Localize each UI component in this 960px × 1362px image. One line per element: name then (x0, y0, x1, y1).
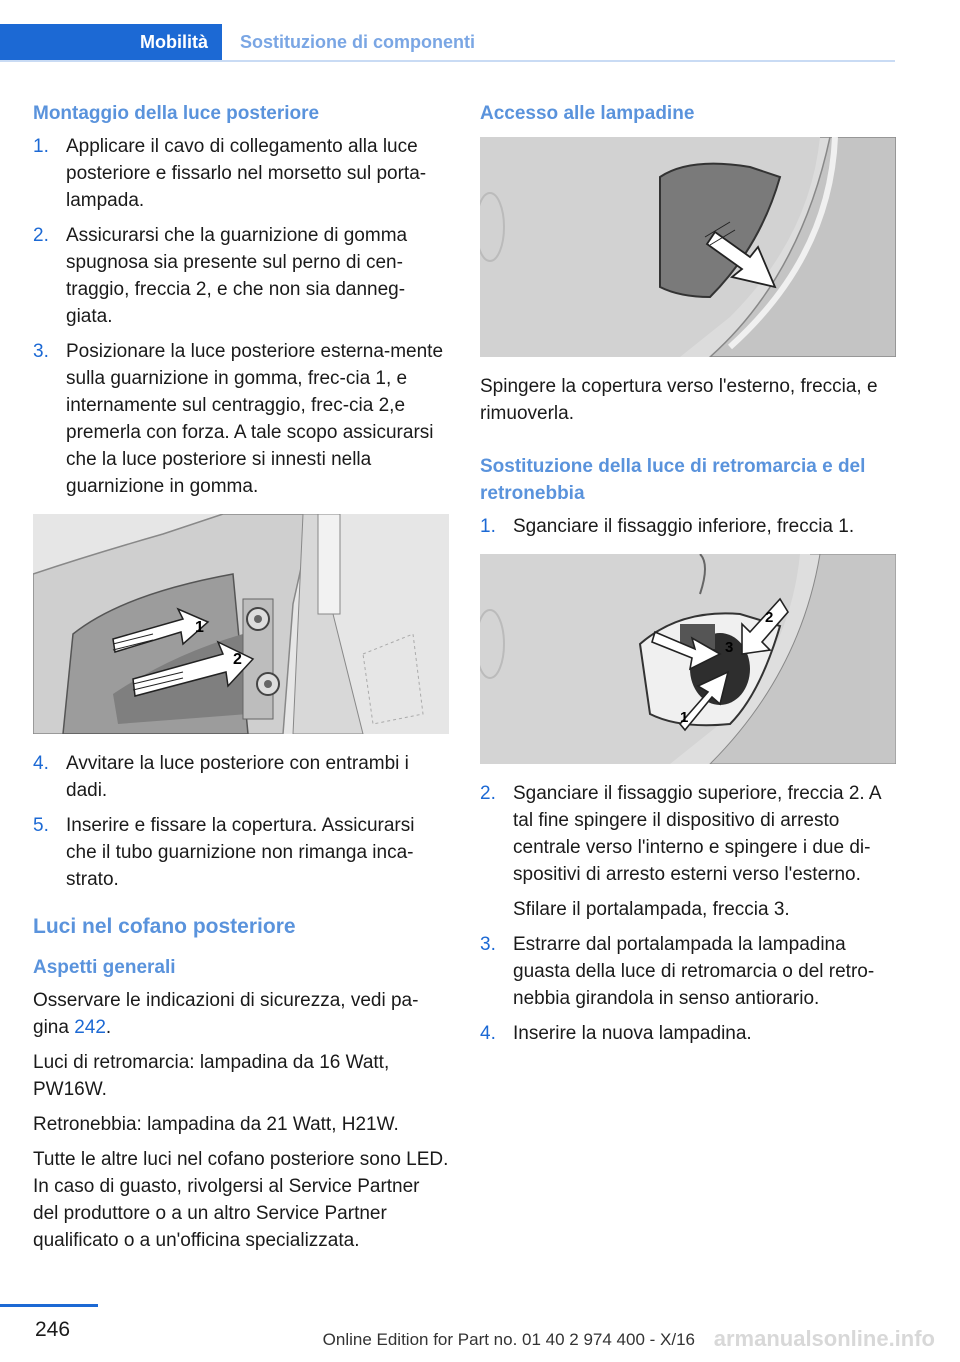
paragraph-reverse-lights: Luci di retromarcia: lampadina da 16 Watt, PW16W. (33, 1052, 390, 1100)
step-text: Assicurarsi che la guarnizione di gomma spugnosa sia presente sul perno di cen-traggio, freccia 2, e che non sia danneg-giata. (66, 225, 408, 327)
step-number: 2. (480, 783, 496, 804)
page-number: 246 (35, 1318, 71, 1341)
arrow-label-1: 1 (195, 619, 204, 636)
safety-text: Osservare le indicazioni di sicurezza, vedi pa-gina (33, 990, 419, 1038)
page-link-242[interactable]: 242 (74, 1017, 106, 1038)
list-item (480, 513, 896, 540)
safety-text-end: . (105, 1017, 112, 1038)
step-text: Inserire la nuova lampadina. (513, 1023, 752, 1044)
step-number: 3. (33, 341, 49, 362)
paragraph-push-cover: Spingere la copertura verso l'esterno, freccia, e rimuoverla. (480, 376, 878, 424)
list-item (33, 812, 449, 893)
step-text: Avvitare la luce posteriore con entrambi i dadi. (66, 753, 409, 801)
steps-list-montaggio (33, 133, 449, 500)
list-item (33, 133, 449, 214)
paragraph-led-info: Tutte le altre luci nel cofano posteriore sono LED. In caso di guasto, rivolgersi al Service Partner del produttore o a un altro Service Partner qualificato o a un'officina specializzata. (33, 1149, 449, 1251)
figure-tail-light-mounting (33, 514, 449, 734)
step-number: 3. (480, 934, 496, 955)
header-divider (0, 60, 895, 62)
paragraph-fog-light: Retronebbia: lampadina da 21 Watt, H21W. (33, 1114, 399, 1135)
arrow-label-2: 2 (765, 609, 774, 626)
step-text: Estrarre dal portalampada la lampadina guasta della luce di retromarcia o del retro-nebbia girandola in senso antiorario. (513, 934, 875, 1009)
section-title-luci-cofano: Luci nel cofano posteriore (33, 915, 296, 938)
cover-removal-illustration (480, 137, 896, 357)
heading-sostituzione-retromarcia: Sostituzione della luce di retromarcia e del retronebbia (480, 456, 866, 504)
list-item (480, 780, 896, 888)
tail-light-illustration (33, 514, 449, 734)
arrow-label-1: 1 (680, 709, 689, 726)
step-text: Posizionare la luce posteriore esterna-mente sulla guarnizione in gomma, frec-cia 1, e internamente sul centraggio, frec-cia 2,e premerla con forza. A tale scopo assicurarsi che la luce posteriore si innesti nella guarnizione in gomma. (66, 341, 444, 497)
edition-text: Online Edition for Part no. 01 40 2 974 400 - X/16 (322, 1330, 695, 1349)
step-text: Sfilare il portalampada, freccia 3. (513, 899, 790, 920)
arrow-label-2: 2 (233, 651, 242, 668)
step-text: Sganciare il fissaggio inferiore, freccia 1. (513, 516, 855, 537)
list-item (33, 222, 449, 330)
step-number: 1. (480, 516, 496, 537)
right-column (480, 100, 896, 1055)
step-number: 1. (33, 136, 49, 157)
watermark-logo: armanualsonline.info (713, 1326, 935, 1351)
heading-accesso-lampadine: Accesso alle lampadine (480, 103, 695, 124)
lamp-holder-illustration (480, 554, 896, 764)
step-number: 5. (33, 815, 49, 836)
step-number: 4. (480, 1023, 496, 1044)
steps-list-retromarcia-continued (480, 780, 896, 1047)
left-column (33, 100, 449, 1262)
tab-mobilita[interactable]: Mobilità (0, 24, 222, 60)
list-item (480, 1020, 896, 1047)
heading-montaggio: Montaggio della luce posteriore (33, 103, 320, 124)
step-number: 4. (33, 753, 49, 774)
steps-list-retromarcia (480, 513, 896, 540)
list-item (480, 931, 896, 1012)
list-item (33, 338, 449, 500)
figure-lamp-holder (480, 554, 896, 764)
step-text: Sganciare il fissaggio superiore, freccia 2. A tal fine spingere il dispositivo di arresto centrale verso l'interno e spingere i due di-spositivi di arresto esterni verso l'esterno. (513, 783, 881, 885)
page-header (0, 0, 895, 62)
step-number: 2. (33, 225, 49, 246)
list-item (480, 896, 896, 923)
subheading-aspetti-generali: Aspetti generali (33, 957, 176, 978)
steps-list-montaggio-continued (33, 750, 449, 893)
tab-sostituzione-componenti[interactable]: Sostituzione di componenti (240, 31, 475, 52)
list-item (33, 750, 449, 804)
footer-divider (0, 1304, 98, 1307)
figure-cover-removal (480, 137, 896, 357)
step-text: Inserire e fissare la copertura. Assicurarsi che il tubo guarnizione non rimanga inca-strato. (66, 815, 415, 890)
step-text: Applicare il cavo di collegamento alla luce posteriore e fissarlo nel morsetto sul porta-lampada. (66, 136, 427, 211)
paragraph-safety (33, 987, 449, 1041)
arrow-label-3: 3 (725, 639, 734, 656)
